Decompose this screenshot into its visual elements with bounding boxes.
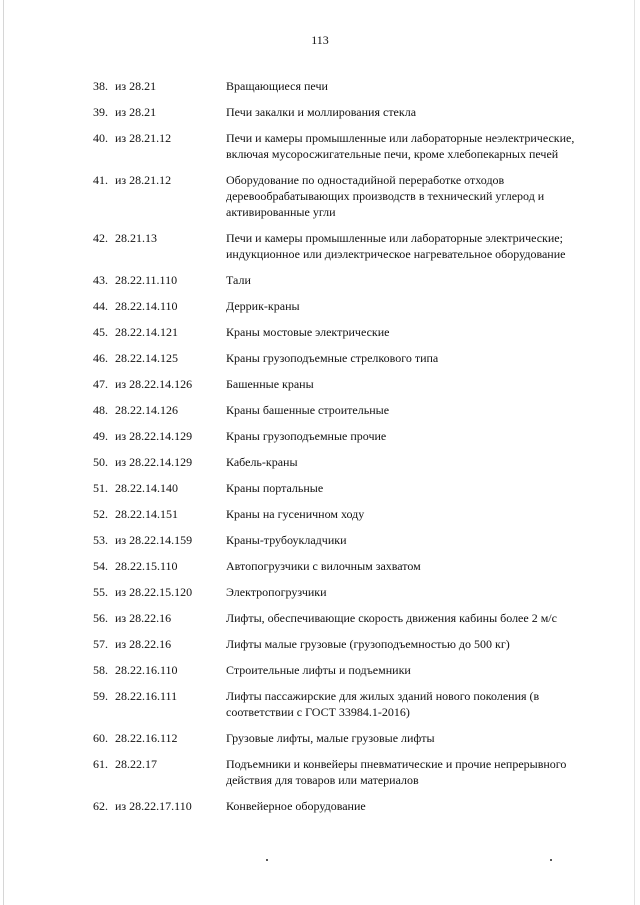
scan-dot-mark <box>266 859 268 861</box>
item-number: 58. <box>93 663 108 677</box>
item-description: Лифты, обеспечивающие скорость движения кабины более 2 м/с <box>226 611 557 625</box>
list-item <box>0 506 640 522</box>
item-description: Краны грузоподъемные прочие <box>226 429 387 443</box>
item-description: Электропогрузчики <box>226 585 327 599</box>
item-description: Краны башенные строительные <box>226 403 390 417</box>
okpd-code: из 28.22.14.129 <box>115 429 193 443</box>
okpd-code: из 28.21 <box>115 79 157 93</box>
item-description: Лифты пассажирские для жилых зданий нового поколения (в соответствии с ГОСТ 33984.1-2016) <box>226 689 540 719</box>
item-number: 54. <box>93 559 108 573</box>
okpd-code: из 28.22.16 <box>115 637 172 651</box>
okpd-code: 28.21.13 <box>115 231 157 245</box>
list-item <box>0 756 640 788</box>
item-description: Печи закалки и моллирования стекла <box>226 105 417 119</box>
item-number: 53. <box>93 533 108 547</box>
okpd-code: из 28.22.14.126 <box>115 377 193 391</box>
item-number: 44. <box>93 299 108 313</box>
list-item <box>0 454 640 470</box>
okpd-code: из 28.21 <box>115 105 157 119</box>
item-number: 39. <box>93 105 108 119</box>
list-item <box>0 636 640 652</box>
item-description: Автопогрузчики с вилочным захватом <box>226 559 421 573</box>
item-description: Краны на гусеничном ходу <box>226 507 365 521</box>
item-description: Краны портальные <box>226 481 324 495</box>
item-number: 38. <box>93 79 108 93</box>
okpd-code: 28.22.16.112 <box>115 731 178 745</box>
list-item <box>0 172 640 220</box>
list-item <box>0 428 640 444</box>
equipment-list <box>0 78 640 824</box>
okpd-code: 28.22.14.140 <box>115 481 178 495</box>
page-number: 113 <box>311 33 329 47</box>
okpd-code: из 28.21.12 <box>115 131 172 145</box>
item-number: 45. <box>93 325 108 339</box>
item-number: 62. <box>93 799 108 813</box>
item-number: 55. <box>93 585 108 599</box>
item-description: Грузовые лифты, малые грузовые лифты <box>226 731 435 745</box>
okpd-code: 28.22.16.110 <box>115 663 178 677</box>
list-item <box>0 798 640 814</box>
item-number: 42. <box>93 231 108 245</box>
item-description: Вращающиеся печи <box>226 79 328 93</box>
item-number: 50. <box>93 455 108 469</box>
list-item <box>0 130 640 162</box>
okpd-code: 28.22.14.110 <box>115 299 178 313</box>
okpd-code: 28.22.11.110 <box>115 273 178 287</box>
item-description: Краны-трубоукладчики <box>226 533 347 547</box>
okpd-code: 28.22.14.125 <box>115 351 178 365</box>
okpd-code: из 28.22.16 <box>115 611 172 625</box>
item-description: Лифты малые грузовые (грузоподъемностью до 500 кг) <box>226 637 510 651</box>
item-number: 49. <box>93 429 108 443</box>
item-number: 56. <box>93 611 108 625</box>
item-description: Кабель-краны <box>226 455 298 469</box>
scan-dot-mark <box>550 859 552 861</box>
okpd-code: 28.22.14.121 <box>115 325 178 339</box>
list-item <box>0 584 640 600</box>
item-description: Строительные лифты и подъемники <box>226 663 411 677</box>
list-item <box>0 376 640 392</box>
okpd-code: 28.22.15.110 <box>115 559 178 573</box>
okpd-code: из 28.22.14.129 <box>115 455 193 469</box>
item-description: Тали <box>226 273 251 287</box>
item-number: 59. <box>93 689 108 703</box>
list-item <box>0 662 640 678</box>
okpd-code: из 28.22.17.110 <box>115 799 192 813</box>
list-item <box>0 610 640 626</box>
okpd-code: 28.22.14.126 <box>115 403 178 417</box>
item-description: Печи и камеры промышленные или лабораторные электрические; индукционное или диэлектрическое нагревательное оборудование <box>226 231 566 261</box>
list-item <box>0 688 640 720</box>
item-number: 41. <box>93 173 108 187</box>
list-item <box>0 558 640 574</box>
item-number: 61. <box>93 757 108 771</box>
item-description: Краны грузоподъемные стрелкового типа <box>226 351 439 365</box>
item-description: Башенные краны <box>226 377 314 391</box>
okpd-code: из 28.22.14.159 <box>115 533 193 547</box>
item-number: 57. <box>93 637 108 651</box>
item-number: 52. <box>93 507 108 521</box>
list-item <box>0 730 640 746</box>
list-item <box>0 298 640 314</box>
item-description: Оборудование по одностадийной переработке отходов деревообрабатывающих производств в технический углерод и активированные угли <box>226 173 545 219</box>
okpd-code: из 28.22.15.120 <box>115 585 193 599</box>
item-number: 60. <box>93 731 108 745</box>
item-description: Краны мостовые электрические <box>226 325 390 339</box>
okpd-code: из 28.21.12 <box>115 173 172 187</box>
item-number: 43. <box>93 273 108 287</box>
item-number: 47. <box>93 377 108 391</box>
item-description: Деррик-краны <box>226 299 300 313</box>
list-item <box>0 230 640 262</box>
okpd-code: 28.22.16.111 <box>115 689 178 703</box>
item-description: Конвейерное оборудование <box>226 799 366 813</box>
list-item <box>0 78 640 94</box>
item-number: 40. <box>93 131 108 145</box>
list-item <box>0 272 640 288</box>
list-item <box>0 350 640 366</box>
item-number: 46. <box>93 351 108 365</box>
item-description: Подъемники и конвейеры пневматические и прочие непрерывного действия для товаров или материалов <box>226 757 567 787</box>
item-description: Печи и камеры промышленные или лабораторные неэлектрические, включая мусоросжигательные печи, кроме хлебопекарных печей <box>226 131 575 161</box>
list-item <box>0 402 640 418</box>
item-number: 51. <box>93 481 108 495</box>
list-item <box>0 532 640 548</box>
list-item <box>0 324 640 340</box>
list-item <box>0 104 640 120</box>
item-number: 48. <box>93 403 108 417</box>
list-item <box>0 480 640 496</box>
okpd-code: 28.22.17 <box>115 757 157 771</box>
okpd-code: 28.22.14.151 <box>115 507 178 521</box>
